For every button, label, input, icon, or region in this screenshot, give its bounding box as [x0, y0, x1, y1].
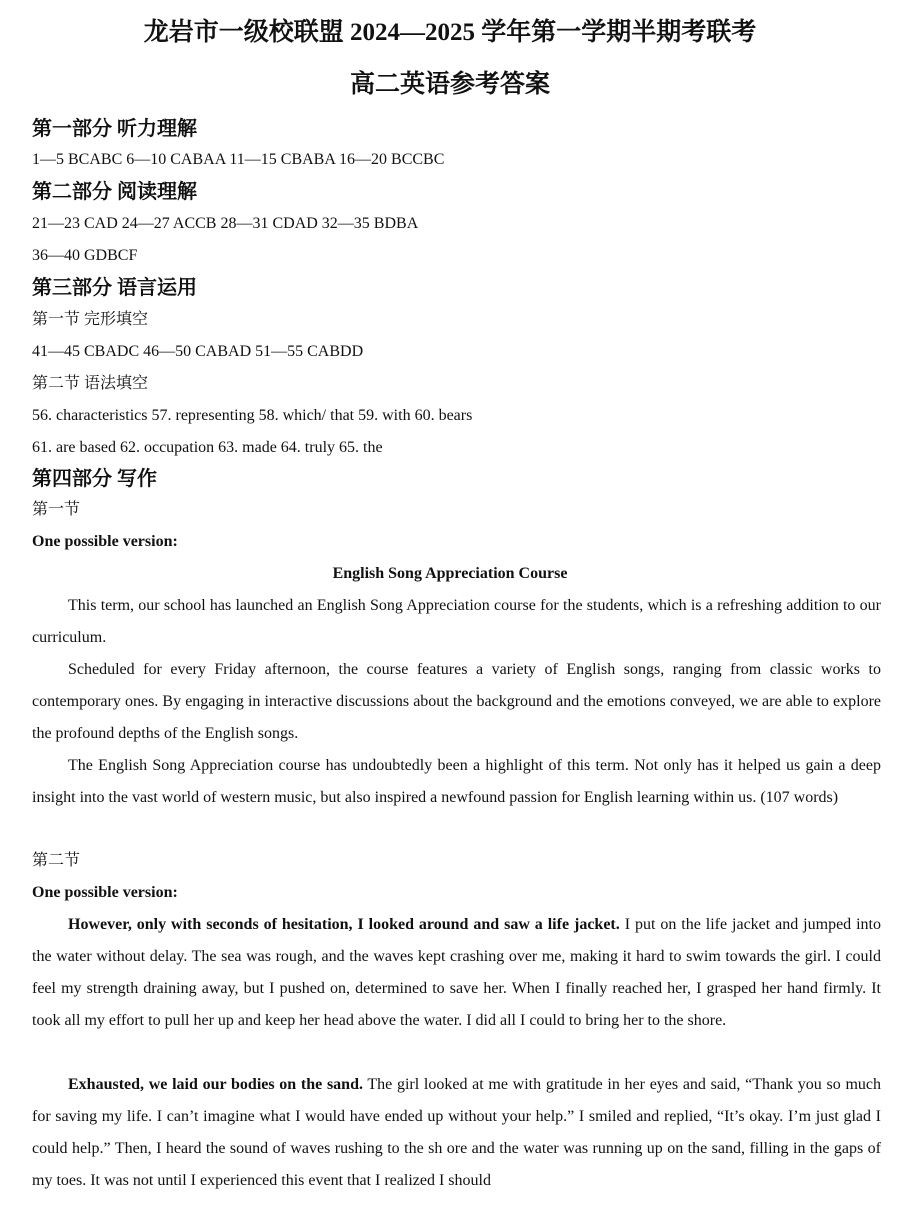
essay-paragraph-3: The English Song Appreciation course has undoubtedly been a highlight of this term. Not only has it helped us gain a deep insight into the vast world of western music, but also inspired a newfound passion for English learning within us. (107 words): [32, 757, 881, 806]
story-paragraph-2-lead: Exhausted, we laid our bodies on the sand.: [68, 1076, 363, 1093]
document-subtitle: 高二英语参考答案: [349, 71, 550, 98]
part3-section1-label: 第一节 完形填空: [32, 311, 149, 328]
part2-answers-line2: 36—40 GDBCF: [32, 247, 138, 264]
essay-paragraph-1: This term, our school has launched an English Song Appreciation course for the students, which is a refreshing addition to our curriculum.: [32, 597, 881, 646]
part2-answers-line1: 21—23 CAD 24—27 ACCB 28—31 CDAD 32—35 BDBA: [32, 215, 419, 232]
part2-heading: 第二部分 阅读理解: [32, 181, 197, 203]
story-paragraph-1-body: I put on the life jacket and jumped into the water without delay. The sea was rough, and the waves kept crashing over me, making it hard to swim towards the girl. I could feel my strength draining away, but I pushed on, determined to save her. When I finally reached her, I grasped her hand firmly. It took all my effort to pull her up and keep her head above the water. I did all I could to bring her to the shore.: [32, 916, 882, 1029]
part1-answers: 1—5 BCABC 6—10 CABAA 11—15 CBABA 16—20 BCCBC: [32, 151, 445, 168]
part4-section2-label: 第二节: [32, 852, 81, 869]
story-paragraph-2-body: The girl looked at me with gratitude in her eyes and said, “Thank you so much for saving my life. I can’t imagine what I would have ended up without your help.” I smiled and replied, “It’s okay. I’m just glad I could help.” Then, I heard the sound of waves rushing to the sh ore and the water was running up on the sand, filling in the gaps of my toes. It was not until I experienced this event that I realized I should: [32, 1076, 882, 1189]
part3-heading: 第三部分 语言运用: [32, 277, 197, 299]
story-paragraph-1-lead: However, only with seconds of hesitation, I looked around and saw a life jacket.: [68, 916, 620, 933]
part4-section1-label: 第一节: [32, 501, 81, 518]
part1-heading: 第一部分 听力理解: [32, 118, 197, 140]
part3-section1-answers: 41—45 CBADC 46—50 CABAD 51—55 CABDD: [32, 343, 364, 360]
part4-section1-version: One possible version:: [32, 533, 178, 550]
essay-paragraph-2: Scheduled for every Friday afternoon, the course features a variety of English songs, ranging from classic works to contemporary ones. By engaging in interactive discussions about the background and the emotions conveyed, we are able to explore the profound depths of the English songs.: [32, 661, 881, 742]
part3-section2-line1: 56. characteristics 57. representing 58. which/ that 59. with 60. bears: [32, 407, 473, 424]
part4-heading: 第四部分 写作: [32, 468, 157, 490]
part4-section2-version: One possible version:: [32, 884, 178, 901]
part3-section2-line2: 61. are based 62. occupation 63. made 64. truly 65. the: [32, 439, 383, 456]
story-paragraph-2: [32, 1069, 881, 1197]
part3-section2-label: 第二节 语法填空: [32, 375, 149, 392]
story-paragraph-1: [32, 909, 881, 1037]
essay-title: English Song Appreciation Course: [332, 565, 568, 582]
document-title: 龙岩市一级校联盟 2024—2025 学年第一学期半期考联考: [143, 19, 757, 46]
